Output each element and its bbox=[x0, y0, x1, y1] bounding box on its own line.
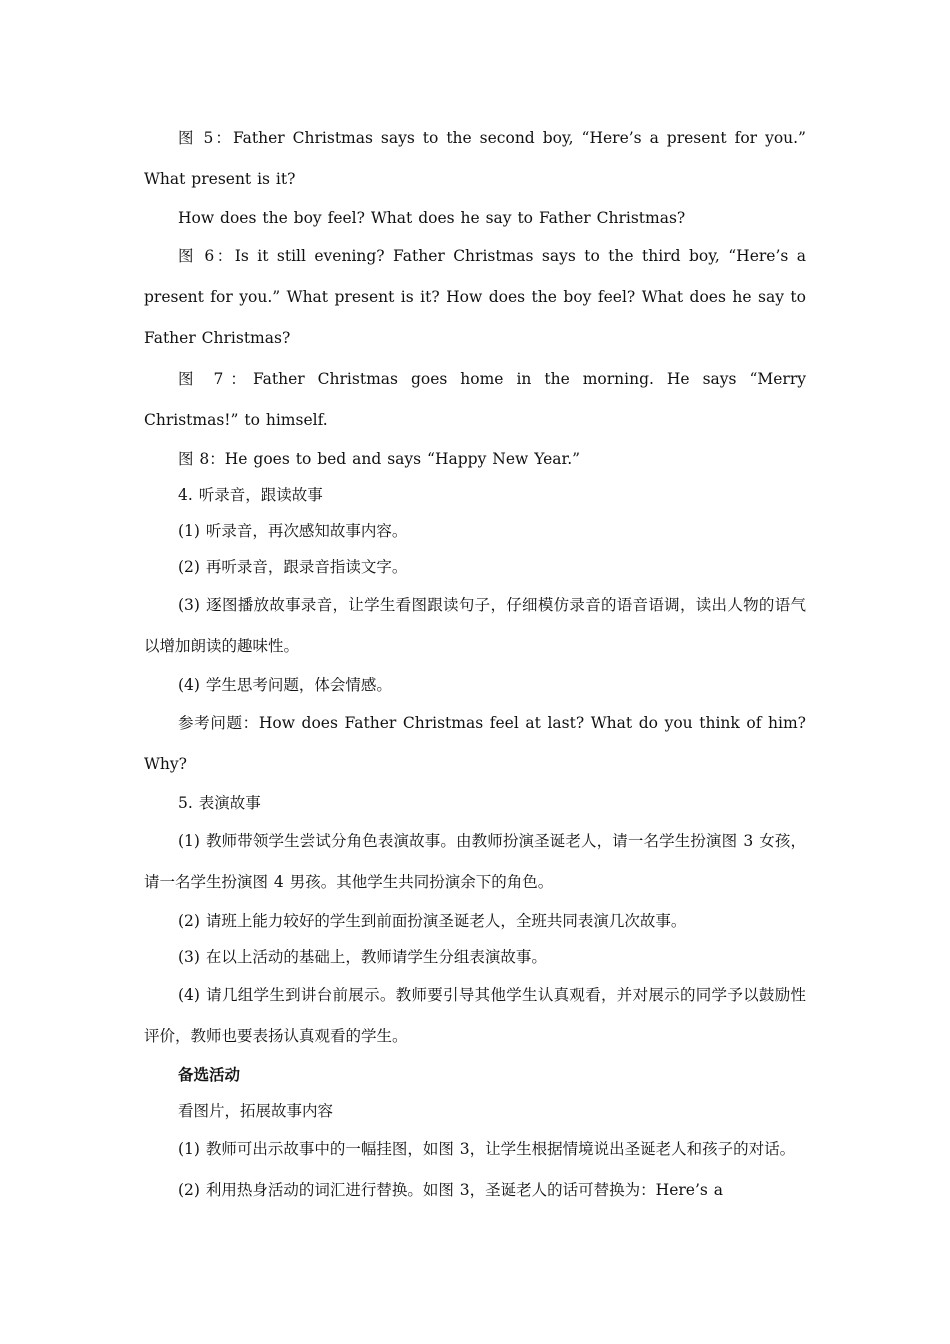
list-item-listen-1: (1) 听录音，再次感知故事内容。 bbox=[178, 522, 408, 540]
section-heading-listen: 4. 听录音，跟读故事 bbox=[178, 486, 323, 504]
paragraph-picture-7: 图 7：Father Christmas goes home in the morning. He says “Merry Christmas!” to himself. bbox=[144, 370, 806, 429]
list-item-listen-4: (4) 学生思考问题，体会情感。 bbox=[178, 676, 392, 694]
list-item-perform-1: (1) 教师带领学生尝试分角色表演故事。由教师扮演圣诞老人，请一名学生扮演图 3 女孩，请一名学生扮演图 4 男孩。其他学生共同扮演余下的角色。 bbox=[144, 832, 806, 891]
paragraph-picture-6: 图 6：Is it still evening? Father Christmas says to the third boy, “Here’s a present for you.” What present is it? How does the boy feel? What does he say to Father Christmas? bbox=[144, 247, 806, 347]
list-item-optional-2: (2) 利用热身活动的词汇进行替换。如图 3，圣诞老人的话可替换为：Here’s a bbox=[178, 1181, 723, 1199]
list-item-perform-2: (2) 请班上能力较好的学生到前面扮演圣诞老人，全班共同表演几次故事。 bbox=[178, 912, 687, 930]
paragraph-picture-5-questions: How does the boy feel? What does he say to Father Christmas? bbox=[178, 209, 686, 227]
paragraph-picture-5: 图 5：Father Christmas says to the second boy, “Here’s a present for you.” What present is it? bbox=[144, 129, 806, 188]
list-item-optional-1: (1) 教师可出示故事中的一幅挂图，如图 3，让学生根据情境说出圣诞老人和孩子的对话。 bbox=[178, 1140, 796, 1158]
paragraph-reference-questions: 参考问题：How does Father Christmas feel at last? What do you think of him? Why? bbox=[144, 714, 806, 773]
list-item-perform-4: (4) 请几组学生到讲台前展示。教师要引导其他学生认真观看，并对展示的同学予以鼓励性评价，教师也要表扬认真观看的学生。 bbox=[144, 986, 806, 1045]
section-heading-optional-activity: 备选活动 bbox=[178, 1065, 241, 1084]
section-heading-perform: 5. 表演故事 bbox=[178, 794, 261, 812]
document-page bbox=[144, 118, 806, 1211]
subheading-look-at-pictures: 看图片，拓展故事内容 bbox=[178, 1102, 334, 1120]
list-item-listen-3: (3) 逐图播放故事录音，让学生看图跟读句子，仔细模仿录音的语音语调，读出人物的语气以增加朗读的趣味性。 bbox=[144, 596, 806, 655]
list-item-listen-2: (2) 再听录音，跟录音指读文字。 bbox=[178, 558, 408, 576]
paragraph-picture-8: 图 8：He goes to bed and says “Happy New Year.” bbox=[178, 450, 581, 468]
list-item-perform-3: (3) 在以上活动的基础上，教师请学生分组表演故事。 bbox=[178, 948, 547, 966]
